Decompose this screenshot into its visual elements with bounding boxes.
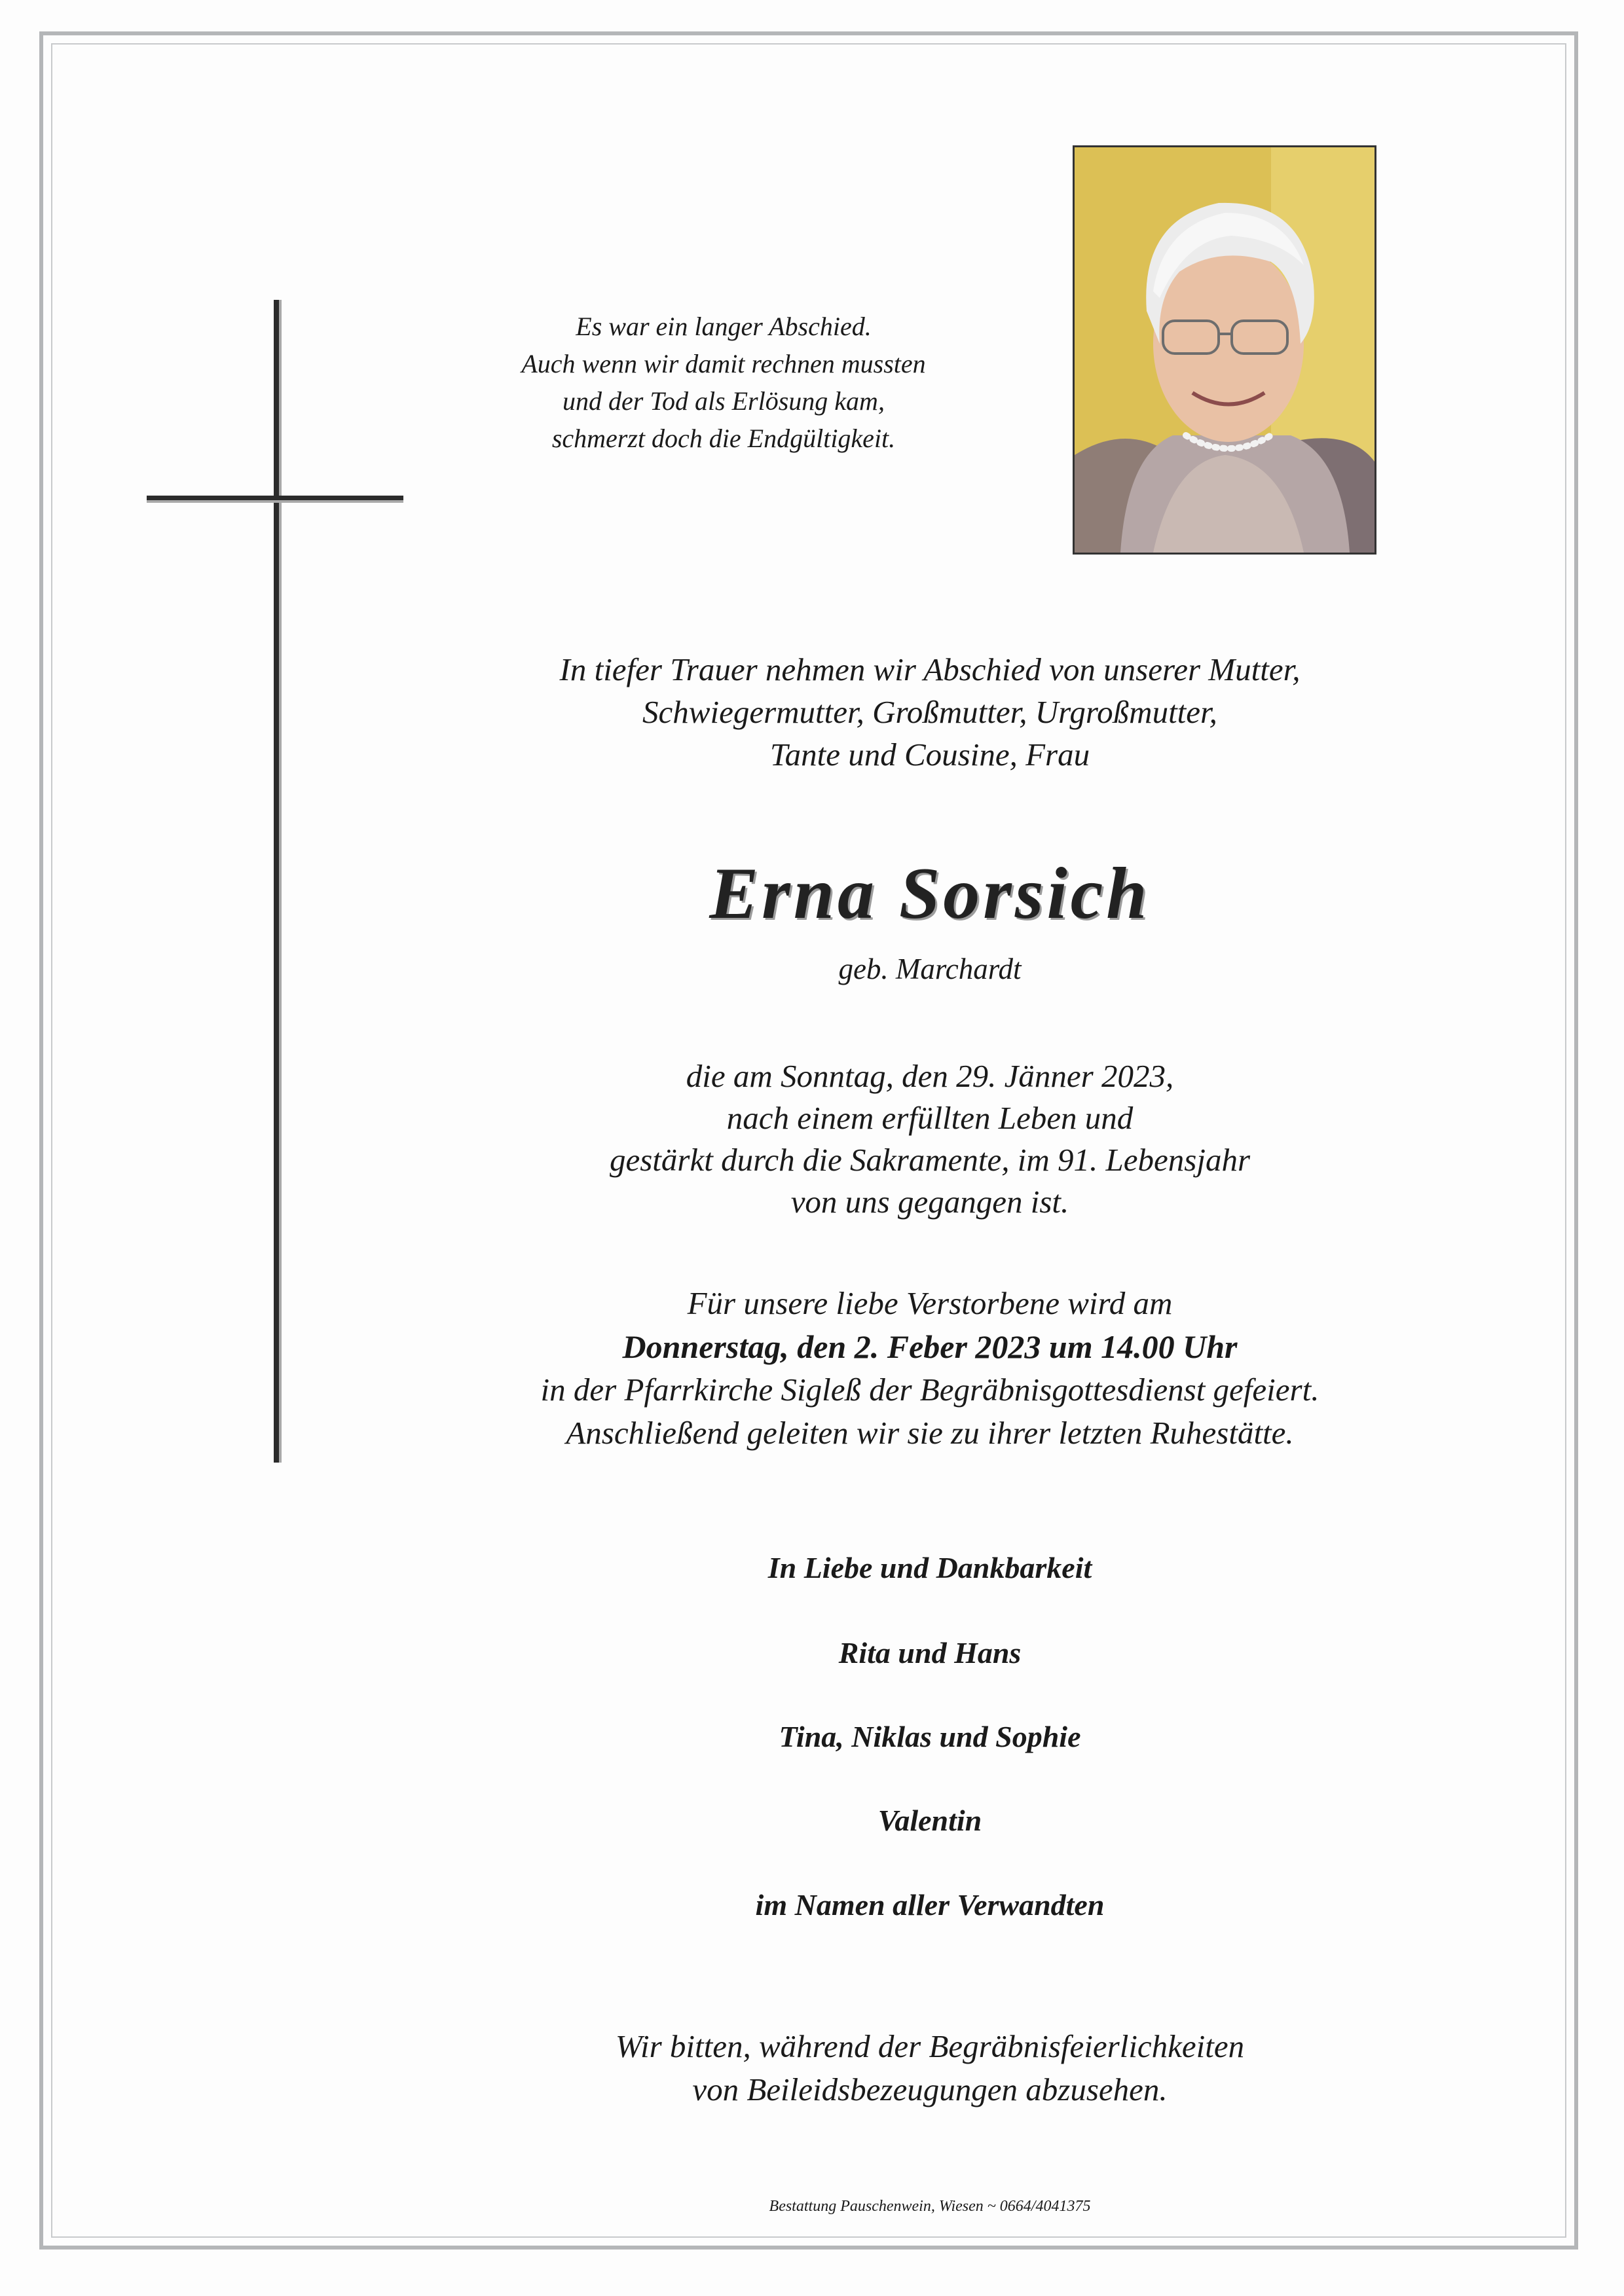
service-burial: Anschließend geleiten wir sie zu ihrer letzten Ruhestätte. (566, 1415, 1294, 1451)
quote-line: Es war ein langer Abschied. (576, 312, 872, 341)
cross-icon-horizontal-bar (147, 496, 403, 500)
service-intro: Für unsere liebe Verstorbene wird am (687, 1285, 1173, 1321)
signature-line: In Liebe und Dankbarkeit (767, 1551, 1092, 1584)
quote-line: Auch wenn wir damit rechnen mussten (521, 349, 926, 378)
funeral-service-block (458, 1282, 1401, 1455)
quote-line: und der Tod als Erlösung kam, (563, 386, 885, 416)
maiden-name: geb. Marchardt (838, 953, 1022, 985)
signature-line: Valentin (877, 1804, 982, 1837)
signature-line: Rita und Hans (838, 1636, 1022, 1669)
deceased-name: Erna Sorsich (709, 853, 1151, 934)
death-line: von uns gegangen ist. (790, 1184, 1069, 1220)
portrait-illustration (1075, 147, 1375, 553)
quote-block (419, 308, 1028, 457)
funeral-home-footer: Bestattung Pauschenwein, Wiesen ~ 0664/4041375 (769, 2198, 1091, 2215)
condolence-request (458, 2025, 1401, 2111)
intro-line: In tiefer Trauer nehmen wir Abschied von unserer Mutter, (559, 651, 1301, 687)
portrait-photo (1073, 145, 1376, 555)
death-notice-block (458, 1055, 1401, 1223)
quote-line: schmerzt doch die Endgültigkeit. (551, 424, 896, 453)
intro-line: Schwiegermutter, Großmutter, Urgroßmutter, (642, 694, 1217, 730)
request-line: Wir bitten, während der Begräbnisfeierlichkeiten (615, 2028, 1245, 2064)
intro-line: Tante und Cousine, Frau (769, 737, 1090, 773)
request-line: von Beileidsbezeugungen abzusehen. (692, 2071, 1168, 2107)
cross-icon-vertical-bar (274, 300, 279, 1463)
intro-block (458, 648, 1401, 776)
signature-line: Tina, Niklas und Sophie (779, 1720, 1081, 1753)
service-location: in der Pfarrkirche Sigleß der Begräbnisgottesdienst gefeiert. (540, 1372, 1320, 1408)
death-line: die am Sonntag, den 29. Jänner 2023, (686, 1058, 1174, 1094)
death-line: nach einem erfüllten Leben und (726, 1100, 1134, 1136)
signature-line: im Namen aller Verwandten (755, 1888, 1105, 1922)
death-line: gestärkt durch die Sakramente, im 91. Lebensjahr (609, 1142, 1251, 1178)
service-date: Donnerstag, den 2. Feber 2023 um 14.00 Uhr (622, 1328, 1238, 1365)
